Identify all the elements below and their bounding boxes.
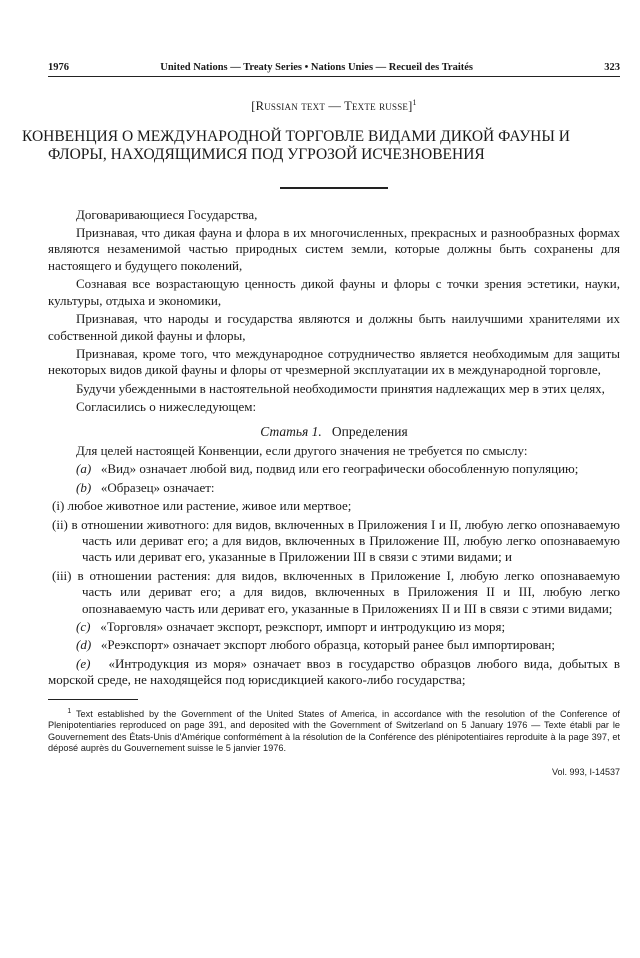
definition-letter: (a) [76, 461, 92, 477]
definition-text: «Интродукция из моря» означает ввоз в государство образцов любого вида, добытых в морской среде, не находящейся под юрисдикцией какого-либо государства; [48, 655, 620, 688]
definition-text: «Вид» означает любой вид, подвид или его географически обособленную популяцию; [100, 461, 579, 477]
running-head-year: 1976 [48, 62, 69, 73]
sub-item [48, 568, 620, 617]
preamble-paragraph: Будучи убежденными в настоятельной необходимости принятия надлежащих мер в этих целях, [76, 380, 605, 396]
article-title: Определения [331, 423, 408, 439]
body-text [48, 207, 620, 689]
definition-text: «Образец» означает: [100, 479, 215, 495]
definition-text: «Торговля» означает экспорт, реэкспорт, импорт и интродукцию из моря; [100, 619, 506, 634]
article-heading [48, 424, 620, 440]
sub-item-marker: (ii) [52, 516, 68, 532]
article-label: Статья 1. [260, 423, 322, 439]
sub-item-text: в отношении растения: для видов, включенных в Приложение I, любую легко опознаваемую часть или дериват его; а для видов, включенных в Приложения II и III, любую легко опознаваемую часть или дериват его, указанные в Приложениях II и III в связи с этими видами; [77, 567, 621, 616]
page-number: 323 [604, 62, 620, 73]
preamble-paragraph: Сознавая все возрастающую ценность дикой фауны и флоры с точки зрения эстетики, науки, культуры, отдыха и экономики, [48, 276, 620, 308]
preamble-paragraph: Согласились о нижеследующем: [76, 399, 257, 415]
definition-item [48, 656, 620, 689]
sub-item-text: в отношении животного: для видов, включенных в Приложения I и II, любую легко опознаваемую часть или дериват его; а для видов, включенных в Приложение III, любую легко опознаваемую часть или дериват его, указанные в Приложении III в связи с этими видами; и [71, 516, 620, 565]
footnote-divider [48, 699, 138, 700]
definition-text: «Реэкспорт» означает экспорт любого образца, который ранее был импортирован; [100, 637, 555, 653]
footnote-marker: 1 [67, 707, 72, 715]
running-head [48, 62, 620, 77]
sub-item-text: любое животное или растение, живое или мертвое; [67, 498, 352, 514]
preamble-paragraph: Признавая, кроме того, что международное сотрудничество является необходимым для защиты некоторых видов дикой фауны и флоры от чрезмерной эксплуатации их в международной торговле, [48, 345, 620, 378]
footnote [48, 706, 620, 755]
sub-item [48, 498, 620, 514]
definition-letter: (e) [76, 655, 91, 671]
definition-letter: (c) [76, 619, 91, 634]
definition-item [48, 480, 620, 496]
document-page [22, 62, 621, 778]
document-title: КОНВЕНЦИЯ О МЕЖДУНАРОДНОЙ ТОРГОВЛЕ ВИДАМИ ДИКОЙ ФАУНЫ И ФЛОРЫ, НАХОДЯЩИМИСЯ ПОД УГРОЗОЙ ИСЧЕЗНОВЕНИЯ [22, 128, 570, 164]
definition-item [48, 619, 620, 635]
sub-item [48, 517, 620, 566]
definition-letter: (b) [76, 479, 92, 495]
language-note [48, 98, 620, 114]
footnote-marker: 1 [412, 98, 417, 107]
article-intro: Для целей настоящей Конвенции, если другого значения не требуется по смыслу: [76, 442, 528, 458]
definition-item [48, 637, 620, 653]
language-note-text: [Russian text — Texte russe] [251, 99, 413, 114]
definition-item [48, 461, 620, 477]
volume-reference: Vol. 993, I-14537 [551, 767, 620, 778]
sub-item-marker: (i) [52, 498, 65, 514]
definition-letter: (d) [76, 637, 92, 653]
sub-item-marker: (iii) [52, 567, 72, 583]
title-divider [280, 187, 388, 189]
preamble-paragraph: Признавая, что дикая фауна и флора в их многочисленных, прекрасных и разнообразных формах являются незаменимой частью природных систем земли, которые должны быть сохранены для настоящего и будущего поколений, [48, 225, 620, 273]
preamble-paragraph: Признавая, что народы и государства являются и должны быть наилучшими хранителями их собственной дикой фауны и флоры, [48, 311, 620, 343]
preamble-paragraph: Договаривающиеся Государства, [76, 206, 258, 222]
footnote-text: Text established by the Government of the United States of America, in accordance with the resolution of the Conference of Plenipotentiaries reproduced on page 391, and deposited with the Government of Switzerland on 5 January 1976 — Texte établi par le Gouvernement des États-Unis d'Amérique conformément à la résolution de la Conférence des plénipotentiaires reproduite à la page 397, et déposé auprès du Gouvernement suisse le 5 janvier 1976. [48, 708, 620, 754]
running-head-title: United Nations — Treaty Series • Nations Unies — Recueil des Traités [160, 62, 473, 73]
